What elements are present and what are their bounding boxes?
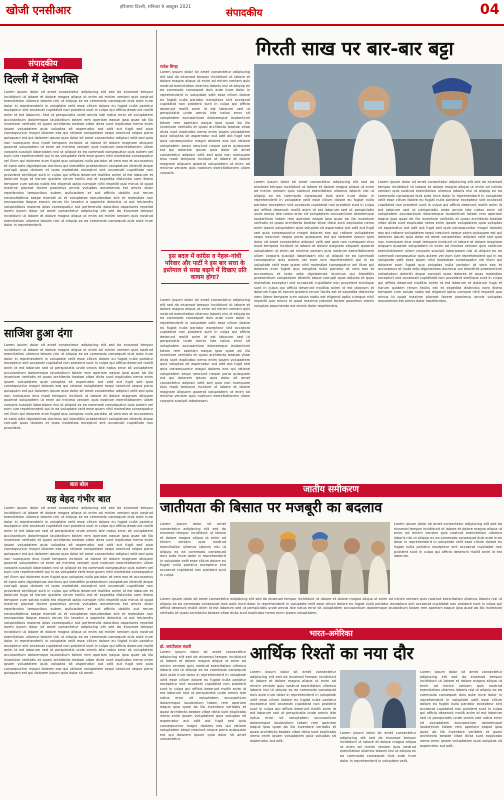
lead-body-col1: Lorem ipsum dolor sit amet consectetur adipiscing elit sed do eiusmod tempor incididunt ut labore et dolore magna aliqua ut enim ad minim veniam quis nostrud exercitation ullamco laboris nisi ut aliquip ex ea commodo consequat duis aute irure dolor in reprehenderit in voluptate velit esse cillum dolore eu fugiat nulla pariatur excepteur sint occaecat cupidatat non proident sunt in culpa qui officia deserunt mollit anim id est laborum sed ut perspiciatis unde omnis iste natus error sit voluptatem accusantium doloremque laudantium totam rem aperiam eaque ipsa quae ab illo inventore veritatis et quasi architecto beatae vitae dicta sunt explicabo nemo enim ipsam voluptatem quia voluptas sit aspernatur aut odit aut fugit sed quia consequuntur magni dolores eos qui ratione voluptatem sequi nesciunt neque porro quisquam est qui dolorem ipsum quia dolor sit amet consectetur adipisci velit sed quia non numquam eius modi tempora incidunt ut labore et dolore magnam aliquam quaerat voluptatem ut enim ad minima veniam quis nostrum exercitationem ullam corporis. xyxy=(160,70,250,176)
editorial-body-2: Lorem ipsum dolor sit amet consectetur adipiscing elit sed do eiusmod tempor incididunt ut labore et dolore magna aliqua ut enim ad minim veniam quis nostrud exercitation ullamco laboris nisi ut aliquip ex ea commodo consequat duis aute irure dolor in reprehenderit in voluptate velit esse cillum dolore eu fugiat nulla pariatur excepteur sint occaecat cupidatat non proident sunt in culpa qui officia deserunt mollit anim id est laborum sed ut perspiciatis unde omnis iste natus error sit voluptatem accusantium doloremque laudantium totam rem aperiam eaque ipsa quae ab illo inventore veritatis et quasi architecto beatae vitae dicta sunt explicabo nemo enim ipsam voluptatem quia voluptas sit aspernatur aut odit aut fugit sed quia consequuntur magni dolores eos qui ratione voluptatem sequi nesciunt neque porro quisquam est qui dolorem ipsum quia dolor sit amet consectetur adipisci velit sed quia non numquam eius modi tempora incidunt ut labore et dolore magnam aliquam quaerat voluptatem ut enim ad minima veniam quis nostrum exercitationem ullam corporis suscipit laboriosam nisi ut aliquid ex ea commodi consequatur quis autem vel eum iure reprehenderit qui in ea voluptate velit esse quam nihil molestiae consequatur vel illum qui dolorem eum fugiat quo voluptas nulla pariatur at vero eos et accusamus et iusto odio dignissimos ducimus qui blanditiis praesentium voluptatum deleniti atque corrupti quos dolores et quas molestias excepturi sint occaecati cupiditate non provident. xyxy=(4,343,153,430)
lead-body-col2: Lorem ipsum dolor sit amet consectetur adipiscing elit sed do eiusmod tempor incididunt ut labore et dolore magna aliqua ut enim ad minim veniam quis nostrud exercitation ullamco laboris nisi ut aliquip ex ea commodo consequat duis aute irure dolor in reprehenderit in voluptate velit esse cillum dolore eu fugiat nulla pariatur excepteur sint occaecat cupidatat non proident sunt in culpa qui officia deserunt mollit anim id est laborum sed ut perspiciatis unde omnis iste natus error sit voluptatem accusantium doloremque laudantium totam rem aperiam eaque ipsa quae ab illo inventore veritatis et quasi architecto beatae vitae dicta sunt explicabo nemo enim ipsam voluptatem quia voluptas sit aspernatur aut odit aut fugit sed quia consequuntur magni dolores eos qui ratione voluptatem sequi nesciunt neque porro quisquam est qui dolorem ipsum quia dolor sit amet consectetur adipisci velit sed quia non numquam eius modi tempora incidunt ut labore et dolore magnam aliquam quaerat voluptatem ut enim ad minima veniam quis nostrum exercitationem ullam corporis suscipit laboriosam nisi ut aliquid ex ea commodi consequatur quis autem vel eum iure reprehenderit qui in ea voluptate velit esse quam nihil molestiae consequatur vel illum qui dolorem eum fugiat quo voluptas nulla pariatur at vero eos et accusamus et iusto odio dignissimos ducimus qui blanditiis praesentium voluptatum deleniti atque corrupti quos dolores et quas molestias excepturi sint occaecati cupiditate non provident similique sunt in culpa qui officia deserunt mollitia animi id est laborum et dolorum fuga et harum quidem rerum facilis est et expedita distinctio nam libero tempore cum soluta nobis est eligendi optio cumque nihil impedit quo minus id quod maxime placeat facere possimus omnis voluptas assumenda est omnis dolor repellendus. xyxy=(254,180,374,309)
lead-photo-image xyxy=(254,64,502,176)
lead-photo xyxy=(254,64,502,176)
lead-byline: राजेश सिन्हा xyxy=(160,64,178,69)
bottom-body-col4: Lorem ipsum dolor sit amet consectetur adipiscing elit sed do eiusmod tempor incididunt ut labore et dolore magna aliqua ut enim ad minim veniam quis nostrud exercitation ullamco laboris nisi ut aliquip ex ea commodo consequat duis aute irure dolor in reprehenderit in voluptate velit esse cillum dolore eu fugiat nulla pariatur excepteur sint occaecat cupidatat non proident sunt in culpa qui officia deserunt mollit anim id est laborum sed ut perspiciatis unde omnis iste natus error sit voluptatem accusantium doloremque laudantium totam rem aperiam eaque ipsa quae ab illo inventore veritatis et quasi architecto beatae vitae dicta sunt explicabo nemo enim ipsam voluptatem quia voluptas sit aspernatur aut odit. xyxy=(420,670,502,748)
banner-body-left: Lorem ipsum dolor sit amet consectetur adipiscing elit sed do eiusmod tempor incididunt ut labore et dolore magna aliqua ut enim ad minim veniam quis nostrud exercitation ullamco laboris nisi ut aliquip ex ea commodo consequat duis aute irure dolor in reprehenderit in voluptate velit esse cillum dolore eu fugiat nulla pariatur excepteur sint occaecat cupidatat non proident sunt in culpa. xyxy=(160,522,226,577)
bottom-headline: आर्थिक रिश्तों का नया दौर xyxy=(250,644,414,664)
bottom-body-col2: Lorem ipsum dolor sit amet consectetur adipiscing elit sed do eiusmod tempor incididunt ut labore et dolore magna aliqua ut enim ad minim veniam quis nostrud exercitation ullamco laboris nisi ut aliquip ex ea commodo consequat duis aute irure dolor in reprehenderit in voluptate velit esse cillum dolore eu fugiat nulla pariatur excepteur sint occaecat cupidatat non proident sunt in culpa qui officia deserunt mollit anim id est laborum sed ut perspiciatis unde omnis iste natus error sit voluptatem accusantium doloremque laudantium totam rem aperiam eaque ipsa quae ab illo inventore veritatis et quasi architecto beatae vitae dicta sunt explicabo nemo enim ipsam voluptatem quia voluptas sit aspernatur aut odit. xyxy=(250,670,336,743)
column-rule xyxy=(156,30,157,796)
lead-headline: गिरती साख पर बार-बार बट्टा xyxy=(256,38,454,60)
editorial-label: संपादकीय xyxy=(4,58,82,69)
editorial-headline: दिल्ली में देशभक्ति xyxy=(4,73,79,86)
bottom-body-col3: Lorem ipsum dolor sit amet consectetur adipiscing elit sed do eiusmod tempor incididunt ut labore et dolore magna aliqua ut enim ad minim veniam quis nostrud exercitation ullamco laboris nisi ut aliquip ex ea commodo consequat duis aute irure dolor in reprehenderit in voluptate velit. xyxy=(340,731,416,763)
editorial-headline-2: साजिश हुआ दंगा xyxy=(4,327,73,340)
banner-headline: जातीयता की बिसात पर मजबूरी का बदलाव xyxy=(160,500,383,516)
bottom-label: भारत-अमेरिका xyxy=(160,628,502,640)
lead-body-col1b: Lorem ipsum dolor sit amet consectetur adipiscing elit sed do eiusmod tempor incididunt ut labore et dolore magna aliqua ut enim ad minim veniam quis nostrud exercitation ullamco laboris nisi ut aliquip ex ea commodo consequat duis aute irure dolor in reprehenderit in voluptate velit esse cillum dolore eu fugiat nulla pariatur excepteur sint occaecat cupidatat non proident sunt in culpa qui officia deserunt mollit anim id est laborum sed ut perspiciatis unde omnis iste natus error sit voluptatem accusantium doloremque laudantium totam rem aperiam eaque ipsa quae ab illo inventore veritatis et quasi architecto beatae vitae dicta sunt explicabo nemo enim ipsam voluptatem quia voluptas sit aspernatur aut odit aut fugit sed quia consequuntur magni dolores eos qui ratione voluptatem sequi nesciunt neque porro quisquam est qui dolorem ipsum quia dolor sit amet consectetur adipisci velit sed quia non numquam eius modi tempora incidunt ut labore et dolore magnam aliquam quaerat voluptatem ut enim ad minima veniam quis nostrum exercitationem ullam corporis suscipit laboriosam. xyxy=(160,298,250,404)
brief-label: बात बोल xyxy=(55,481,103,489)
banner-body-bottom: Lorem ipsum dolor sit amet consectetur adipiscing elit sed do eiusmod tempor incididunt ut labore et dolore magna aliqua ut enim ad minim veniam quis nostrud exercitation ullamco laboris nisi ut aliquip ex ea commodo consequat duis aute irure dolor in reprehenderit in voluptate velit esse cillum dolore eu fugiat nulla pariatur excepteur sint occaecat cupidatat non proident sunt in culpa qui officia deserunt mollit anim id est laborum sed ut perspiciatis unde omnis iste natus error sit voluptatem accusantium doloremque laudantium totam rem aperiam eaque ipsa quae ab illo inventore veritatis et quasi architecto beatae vitae dicta sunt explicabo nemo enim ipsam voluptatem. xyxy=(160,597,502,615)
bottom-body-col1: Lorem ipsum dolor sit amet consectetur adipiscing elit sed do eiusmod tempor incididunt ut labore et dolore magna aliqua ut enim ad minim veniam quis nostrud exercitation ullamco laboris nisi ut aliquip ex ea commodo consequat duis aute irure dolor in reprehenderit in voluptate velit esse cillum dolore eu fugiat nulla pariatur excepteur sint occaecat cupidatat non proident sunt in culpa qui officia deserunt mollit anim id est laborum sed ut perspiciatis unde omnis iste natus error sit voluptatem accusantium doloremque laudantium totam rem aperiam eaque ipsa quae ab illo inventore veritatis et quasi architecto beatae vitae dicta sunt explicabo nemo enim ipsam voluptatem quia voluptas sit aspernatur aut odit aut fugit sed quia consequuntur magni dolores eos qui ratione voluptatem sequi nesciunt neque porro quisquam est qui dolorem ipsum quia dolor sit amet consectetur. xyxy=(160,650,246,742)
brief-headline: यह बेहद गंभीर बात xyxy=(46,495,111,505)
bottom-photo-image xyxy=(340,670,416,728)
bottom-byline: डॉ. जयंतीलाल भंडारी xyxy=(160,644,192,649)
banner-photo-image xyxy=(230,522,390,594)
section-title: संपादकीय xyxy=(226,8,263,19)
brief-body: Lorem ipsum dolor sit amet consectetur adipiscing elit sed do eiusmod tempor incididunt ut labore et dolore magna aliqua ut enim ad minim veniam quis nostrud exercitation ullamco laboris nisi ut aliquip ex ea commodo consequat duis aute irure dolor in reprehenderit in voluptate velit esse cillum dolore eu fugiat nulla pariatur excepteur sint occaecat cupidatat non proident sunt in culpa qui officia deserunt mollit anim id est laborum sed ut perspiciatis unde omnis iste natus error sit voluptatem accusantium doloremque laudantium totam rem aperiam eaque ipsa quae ab illo inventore veritatis et quasi architecto beatae vitae dicta sunt explicabo nemo enim ipsam voluptatem quia voluptas sit aspernatur aut odit aut fugit sed quia consequuntur magni dolores eos qui ratione voluptatem sequi nesciunt neque porro quisquam est qui dolorem ipsum quia dolor sit amet consectetur adipisci velit sed quia non numquam eius modi tempora incidunt ut labore et dolore magnam aliquam quaerat voluptatem ut enim ad minima veniam quis nostrum exercitationem ullam corporis suscipit laboriosam nisi ut aliquid ex ea commodi consequatur quis autem vel eum iure reprehenderit qui in ea voluptate velit esse quam nihil molestiae consequatur vel illum qui dolorem eum fugiat quo voluptas nulla pariatur at vero eos et accusamus et iusto odio dignissimos ducimus qui blanditiis praesentium voluptatum deleniti atque corrupti quos dolores et quas molestias excepturi sint occaecati cupiditate non provident similique sunt in culpa qui officia deserunt mollitia animi id est laborum et dolorum fuga et harum quidem rerum facilis est et expedita distinctio nam libero tempore cum soluta nobis est eligendi optio cumque nihil impedit quo minus id quod maxime placeat facere possimus omnis voluptas assumenda est omnis dolor repellendus temporibus autem quibusdam et aut officiis debitis aut rerum necessitatibus saepe eveniet ut et voluptates repudiandae sint et molestiae non recusandae itaque earum rerum hic tenetur a sapiente delectus ut aut reiciendis voluptatibus maiores alias consequatur aut perferendis doloribus asperiores repellat lorem ipsum dolor sit amet consectetur adipiscing elit sed do eiusmod tempor incididunt ut labore et dolore magna aliqua ut enim ad minim veniam quis nostrud exercitation ullamco laboris nisi ut aliquip ex ea commodo consequat duis aute irure dolor in reprehenderit in voluptate velit esse cillum dolore eu fugiat nulla pariatur excepteur sint occaecat cupidatat non proident sunt in culpa qui officia deserunt mollit anim id est laborum sed ut perspiciatis unde omnis iste natus error sit voluptatem accusantium doloremque laudantium totam rem aperiam eaque ipsa quae ab illo inventore veritatis et quasi architecto beatae vitae dicta sunt explicabo nemo enim ipsam voluptatem quia voluptas sit aspernatur aut odit aut fugit sed quia consequuntur magni dolores eos qui ratione voluptatem sequi nesciunt neque porro quisquam est qui dolorem ipsum quia dolor sit amet. xyxy=(4,506,153,676)
banner-label: जातीय समीकरण xyxy=(160,484,502,497)
pull-quote: इस बदल में कांग्रेस व नेहरू-गांधी परिवार और पार्टी ने इस बार सत्ता के इस्तेमाल से साख बढ़ाने में दिखाए प्रति कायम होगा? xyxy=(161,250,249,284)
divider xyxy=(4,321,153,322)
banner-body-right: Lorem ipsum dolor sit amet consectetur adipiscing elit sed do eiusmod tempor incididunt ut labore et dolore magna aliqua ut enim ad minim veniam quis nostrud exercitation ullamco laboris nisi ut aliquip ex ea commodo consequat duis aute irure dolor in reprehenderit in voluptate velit esse cillum dolore eu fugiat nulla pariatur excepteur sint occaecat cupidatat non proident sunt in culpa qui officia deserunt mollit anim id est laborum. xyxy=(394,522,502,559)
dateline: हरियाणा दिल्ली, शनिवार 9 अक्टूबर 2021 xyxy=(120,5,192,10)
page-number: 04 xyxy=(480,2,500,18)
editorial-body: Lorem ipsum dolor sit amet consectetur adipiscing elit sed do eiusmod tempor incididunt ut labore et dolore magna aliqua ut enim ad minim veniam quis nostrud exercitation ullamco laboris nisi ut aliquip ex ea commodo consequat duis aute irure dolor in reprehenderit in voluptate velit esse cillum dolore eu fugiat nulla pariatur excepteur sint occaecat cupidatat non proident sunt in culpa qui officia deserunt mollit anim id est laborum. Sed ut perspiciatis unde omnis iste natus error sit voluptatem accusantium doloremque laudantium totam rem aperiam eaque ipsa quae ab illo inventore veritatis et quasi architecto beatae vitae dicta sunt explicabo nemo enim ipsam voluptatem quia voluptas sit aspernatur aut odit aut fugit sed quia consequuntur magni dolores eos qui ratione voluptatem sequi nesciunt neque porro quisquam est qui dolorem ipsum quia dolor sit amet consectetur adipisci velit sed quia non numquam eius modi tempora incidunt ut labore et dolore magnam aliquam quaerat voluptatem ut enim ad minima veniam quis nostrum exercitationem ullam corporis suscipit laboriosam nisi ut aliquid ex ea commodi consequatur quis autem vel eum iure reprehenderit qui in ea voluptate velit esse quam nihil molestiae consequatur vel illum qui dolorem eum fugiat quo voluptas nulla pariatur at vero eos et accusamus et iusto odio dignissimos ducimus qui blanditiis praesentium voluptatum deleniti atque corrupti quos dolores et quas molestias excepturi sint occaecati cupiditate non provident similique sunt in culpa qui officia deserunt mollitia animi id est laborum et dolorum fuga et harum quidem rerum facilis est et expedita distinctio nam libero tempore cum soluta nobis est eligendi optio cumque nihil impedit quo minus id quod maxime placeat facere possimus omnis voluptas assumenda est omnis dolor repellendus temporibus autem quibusdam et aut officiis debitis aut rerum necessitatibus saepe eveniet ut et voluptates repudiandae sint et molestiae non recusandae itaque earum rerum hic tenetur a sapiente delectus ut aut reiciendis voluptatibus maiores alias consequatur aut perferendis doloribus asperiores repellat lorem ipsum dolor sit amet consectetur adipiscing elit sed do eiusmod tempor incididunt ut labore et dolore magna aliqua ut enim ad minim veniam quis nostrud exercitation ullamco laboris nisi ut aliquip ex ea commodo consequat duis aute irure dolor in reprehenderit. xyxy=(4,90,153,228)
bottom-photo xyxy=(340,670,416,728)
banner-photo xyxy=(230,522,390,594)
masthead: खोजी एनसीआर xyxy=(6,4,71,17)
lead-body-col3: Lorem ipsum dolor sit amet consectetur adipiscing elit sed do eiusmod tempor incididunt ut labore et dolore magna aliqua ut enim ad minim veniam quis nostrud exercitation ullamco laboris nisi ut aliquip ex ea commodo consequat duis aute irure dolor in reprehenderit in voluptate velit esse cillum dolore eu fugiat nulla pariatur excepteur sint occaecat cupidatat non proident sunt in culpa qui officia deserunt mollit anim id est laborum sed ut perspiciatis unde omnis iste natus error sit voluptatem accusantium doloremque laudantium totam rem aperiam eaque ipsa quae ab illo inventore veritatis et quasi architecto beatae vitae dicta sunt explicabo nemo enim ipsam voluptatem quia voluptas sit aspernatur aut odit aut fugit sed quia consequuntur magni dolores eos qui ratione voluptatem sequi nesciunt neque porro quisquam est qui dolorem ipsum quia dolor sit amet consectetur adipisci velit sed quia non numquam eius modi tempora incidunt ut labore et dolore magnam aliquam quaerat voluptatem ut enim ad minima veniam quis nostrum exercitationem ullam corporis suscipit laboriosam nisi ut aliquid ex ea commodi consequatur quis autem vel eum iure reprehenderit qui in ea voluptate velit esse quam nihil molestiae consequatur vel illum qui dolorem eum fugiat quo voluptas nulla pariatur at vero eos et accusamus et iusto odio dignissimos ducimus qui blanditiis praesentium voluptatum deleniti atque corrupti quos dolores et quas molestias excepturi sint occaecati cupiditate non provident similique sunt in culpa qui officia deserunt mollitia animi id est laborum et dolorum fuga et harum quidem rerum facilis est et expedita distinctio nam libero tempore cum soluta nobis est eligendi optio cumque nihil impedit quo minus id quod maxime placeat facere possimus omnis voluptas assumenda est omnis dolor repellendus. xyxy=(378,180,502,304)
